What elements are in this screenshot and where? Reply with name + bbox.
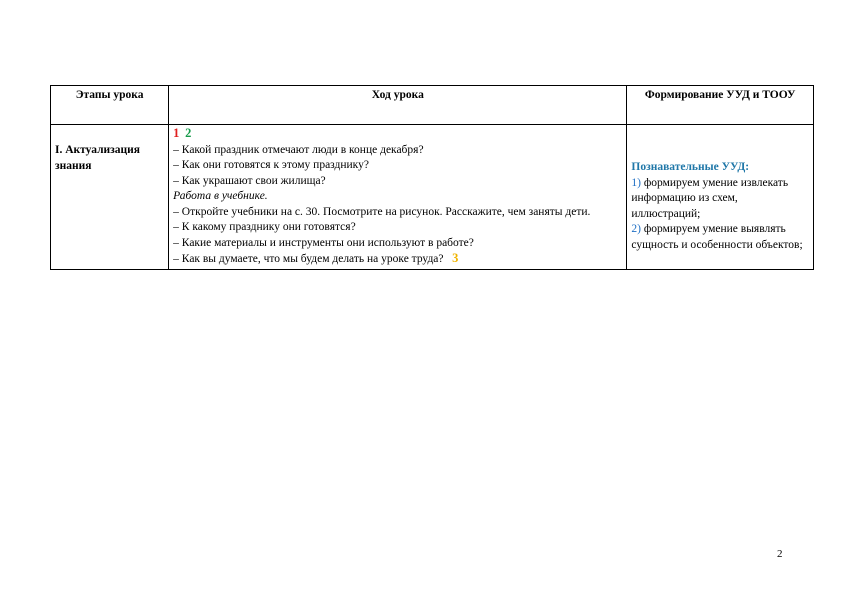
marker-line [173,126,622,143]
marker-1: 1 [173,126,180,140]
question-line: – Какие материалы и инструменты они используют в работе? [173,236,474,249]
header-lesson-course: Ход урока [169,86,627,125]
uud-item-number: 1) [631,176,641,189]
header-uud: Формирование УУД и ТООУ [627,86,814,125]
uud-item [631,176,809,223]
question-line: – Какой праздник отмечают люди в конце декабря? [173,143,424,156]
marker-3: 3 [452,251,459,265]
uud-title: Познавательные УУД: [631,161,750,173]
page-number: 2 [777,548,783,560]
question-line-final [173,251,622,268]
header-stages: Этапы урока [51,86,169,125]
question-line: – К какому празднику они готовятся? [173,221,356,233]
uud-item-number: 2) [631,223,641,235]
question-line: – Как они готовятся к этому празднику? [173,159,369,171]
stage-cell: I. Актуализация знания [51,125,169,270]
uud-item [631,222,809,253]
question-line: – Как украшают свои жилища? [173,174,326,187]
uud-item-text: формируем умение извлекать информацию из схем, иллюстраций; [631,176,789,220]
table-row [51,125,814,270]
textbook-work-line: Работа в учебнике. [173,190,268,202]
uud-item-text: формируем умение выявлять сущность и особенности объектов; [631,223,803,251]
table-header-row [51,86,814,125]
lesson-table [50,85,814,270]
question-line: – Откройте учебники на с. 30. Посмотрите на рисунок. Расскажите, чем заняты дети. [173,205,591,218]
lesson-course-cell [169,125,627,270]
uud-cell [627,125,814,270]
question-text: – Как вы думаете, что мы будем делать на уроке труда? [173,253,444,265]
marker-2: 2 [185,126,192,140]
